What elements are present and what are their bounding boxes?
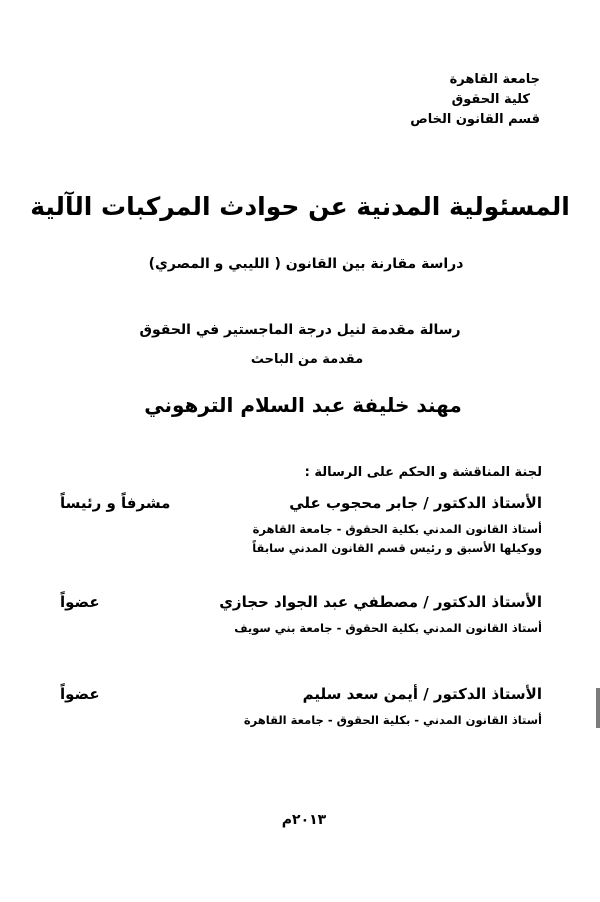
committee-member-3 <box>60 685 542 730</box>
thesis-title: المسئولية المدنية عن حوادث المركبات الآلية <box>30 192 570 221</box>
publication-year: ٢٠١٣م <box>281 812 327 828</box>
committee-heading: لجنة المناقشة و الحكم على الرسالة : <box>304 465 542 480</box>
presented-by-label: مقدمة من الباحث <box>250 352 364 367</box>
institution-header <box>340 70 540 130</box>
member-header-row <box>60 494 542 520</box>
member-role: عضواً <box>60 685 100 703</box>
member-header-row <box>60 685 542 711</box>
member-name: الأستاذ الدكتور / مصطفي عبد الجواد حجازي <box>219 593 542 611</box>
member-role: مشرفاً و رئيساً <box>60 494 171 512</box>
scan-edge-mark <box>596 688 600 728</box>
member-role: عضواً <box>60 593 100 611</box>
committee-member-2 <box>60 593 542 638</box>
committee-member-supervisor <box>60 494 542 558</box>
researcher-name: مهند خليفة عبد السلام الترهوني <box>144 393 462 417</box>
degree-statement: رسالة مقدمة لنيل درجة الماجستير في الحقوق <box>139 322 461 338</box>
member-affiliation: أستاذ القانون المدني - بكلية الحقوق - جامعة القاهرة <box>243 713 542 727</box>
member-name: الأستاذ الدكتور / أيمن سعد سليم <box>302 685 542 703</box>
member-affiliation: أستاذ القانون المدني بكلية الحقوق - جامعة القاهرة <box>252 522 542 536</box>
department-name: قسم القانون الخاص <box>410 112 540 127</box>
member-affiliation: أستاذ القانون المدني بكلية الحقوق - جامعة بني سويف <box>234 621 542 635</box>
member-header-row <box>60 593 542 619</box>
member-affiliation-extra: ووكيلها الأسبق و رئيس قسم القانون المدني سابقاً <box>252 541 542 555</box>
thesis-subtitle: دراسة مقارنة بين القانون ( الليبي و المصري) <box>148 256 464 272</box>
faculty-name: كلية الحقوق <box>451 92 530 107</box>
member-name: الأستاذ الدكتور / جابر محجوب علي <box>289 494 542 512</box>
university-name: جامعة القاهرة <box>449 72 540 87</box>
